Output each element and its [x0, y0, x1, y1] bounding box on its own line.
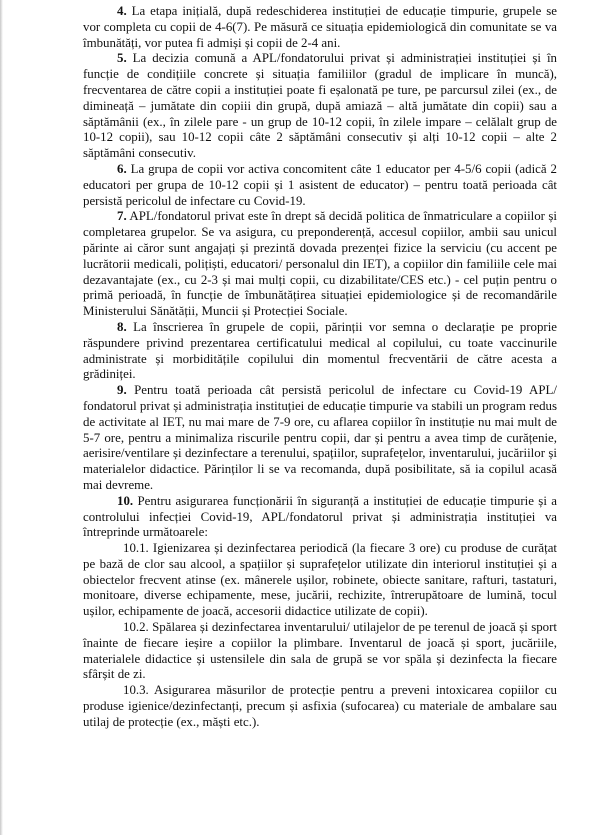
subparagraph-10-3 — [83, 683, 557, 730]
paragraph-text: La înscrierea în grupele de copii, părinții vor semna o declarație pe proprie răspundere privind prezentarea certificatului medical al copilului, cu toate vaccinurile administrate și morbiditățile copilului din momentul frecventării de către acesta a grădiniței. — [83, 319, 557, 382]
paragraph-number: 6. — [117, 161, 127, 176]
subparagraph-number: 10.3. — [123, 683, 149, 698]
paragraph-5 — [83, 51, 557, 162]
paragraph-7 — [83, 209, 557, 320]
paragraph-text: Pentru toată perioada cât persistă pericolul de infectare cu Covid-19 APL/ fondatorul privat și administrația instituției de educație timpurie va stabili un program redus de activitate al IET, nu mai mare de 7-9 ore, cu aflarea copiilor în instituție nu mai mult de 5-7 ore, pentru a minimaliza riscurile pentru copii, dar și pentru a avea timp de curățenie, aerisire/ventilare și dezinfectare a terenului, spațiilor, suprafețelor, inventarului, jucăriilor și materialelor didactice. Părinților li se va recomanda, după posibilitate, să ia copilul acasă mai devreme. — [83, 383, 557, 492]
paragraph-text: APL/fondatorul privat este în drept să decidă politica de înmatriculare a copiilor și completarea grupelor. Se va asigura, cu preponderență, accesul copiilor, ambii sau unicul părinte ai căror sunt angajați și prezintă dovada prezenței fizice la serviciu (cu accent pe lucrătorii medicali, polițiști, educatori/ personalul din IET), a copiilor din familiile cele mai dezavantajate (ex., cu 2-3 și mai mulți copii, cu dizabilitate/CES etc.) - cel puțin pentru o primă perioadă, în funcție de îmbunătățirea situației epidemiologice și de recomandările Ministerului Sănătății, Muncii și Protecției Sociale. — [83, 209, 557, 319]
paragraph-number: 7. — [117, 209, 127, 224]
paragraph-4 — [83, 4, 557, 51]
subparagraph-text: Igienizarea și dezinfectarea periodică (la fiecare 3 ore) cu produse de curățat pe bază de clor sau alcool, a spațiilor și suprafețelor utilizate din interiorul instituției și a obiectelor frecvent atinse (ex. mânerele ușilor, robinete, obiecte sanitare, rafturi, tastaturi, monitoare, diverse echipamente, mese, jucării, rechizite, întrerupătoare de lumină, tocul ușilor, echipamente de joacă, accesorii didactice utilizate de copii). — [83, 541, 557, 619]
paragraph-10 — [83, 494, 557, 541]
paragraph-number: 10. — [117, 493, 134, 508]
paragraph-number: 4. — [117, 4, 127, 18]
subparagraph-10-1 — [83, 541, 557, 620]
paragraph-text: La grupa de copii vor activa concomitent câte 1 educator per 4-5/6 copii (adică 2 educatori per grupa de 10-12 copii și 1 asistent de educator) – pentru toată perioada cât persistă pericolul de infectare cu Covid-19. — [83, 161, 557, 208]
paragraph-8 — [83, 320, 557, 383]
paragraph-text: Pentru asigurarea funcționării în siguranță a instituției de educație timpurie și a controlului infecției Covid-19, APL/fondatorul privat și administrația instituției va întreprinde următoarele: — [83, 493, 557, 540]
paragraph-text: La etapa inițială, după redeschiderea instituției de educație timpurie, grupele se vor completa cu copii de 4-6(7). Pe măsură ce situația epidemiologică din comunitate se va îmbunătăți, vor putea fi admiși și copii de 2-4 ani. — [83, 4, 557, 50]
subparagraph-number: 10.2. — [123, 620, 149, 635]
subparagraph-number: 10.1. — [123, 541, 149, 556]
paragraph-number: 5. — [117, 51, 127, 66]
paragraph-number: 8. — [117, 319, 127, 334]
paragraph-text: La decizia comună a APL/fondatorului privat și administrației instituției și în funcție de condițiile concrete și situația familiilor (gradul de implicare în muncă), frecventarea de către copii a instituției poate fi eșalonată pe ture, pe parcursul zilei (ex., de dimineață – jumătate din copiii din grupă, după amiază – altă jumătate din copii) sau a săptămânii (ex., în zilele pare - un grup de 10-12 copii, în zilele impare – celălalt grup de 10-12 copii), sau 10-12 copii câte 2 săptămâni consecutiv și alți 10-12 copii – alte 2 săptămâni consecutiv. — [83, 51, 557, 161]
paragraph-6 — [83, 162, 557, 209]
subparagraph-text: Spălarea și dezinfectarea inventarului/ utilajelor de pe terenul de joacă și sport înainte de fiecare ieșire a copiilor la plimbare. Inventarul de joacă și sport, jucăriile, materialele didactice și ustensilele din sala de grupă se vor spăla și dezinfecta la fiecare sfârșit de zi. — [83, 620, 557, 682]
subparagraph-10-2 — [83, 620, 557, 683]
paragraph-number: 9. — [117, 383, 127, 398]
paragraph-9 — [83, 383, 557, 494]
subparagraph-text: Asigurarea măsurilor de protecție pentru a preveni intoxicarea copiilor cu produse igienice/dezinfectanți, precum și asfixia (sufocarea) cu materiale de ambalare sau utilaj de protecție (ex., măști etc.). — [83, 683, 557, 729]
